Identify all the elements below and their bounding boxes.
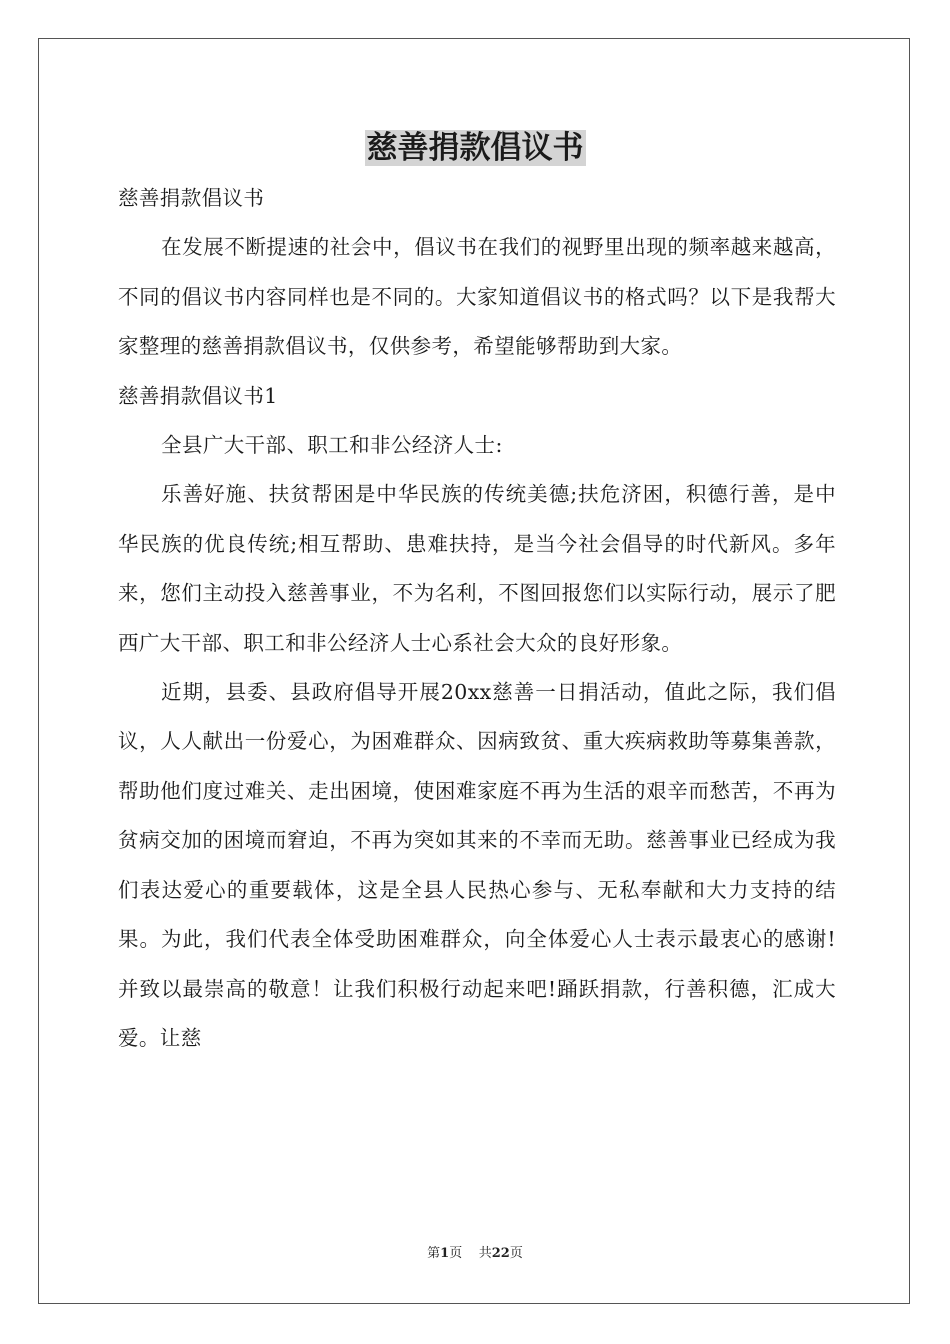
document-body — [118, 174, 836, 1063]
paragraph: 在发展不断提速的社会中，倡议书在我们的视野里出现的频率越来越高，不同的倡议书内容同样也是不同的。大家知道倡议书的格式吗？以下是我帮大家整理的慈善捐款倡议书，仅供参考，希望能够帮助到大家。 — [118, 235, 836, 359]
footer-page-prefix: 第 — [427, 1246, 441, 1261]
footer-total-unit: 页 — [509, 1246, 523, 1261]
footer-total-prefix: 共 — [478, 1246, 492, 1261]
document-title — [0, 128, 950, 168]
document-title-text: 慈善捐款倡议书 — [366, 130, 584, 166]
paragraph: 慈善捐款倡议书 — [118, 186, 265, 210]
footer-total-pages: 22 — [491, 1246, 510, 1261]
footer-page-unit: 页 — [449, 1246, 463, 1261]
footer-page-number: 1 — [440, 1246, 450, 1261]
paragraph: 近期，县委、县政府倡导开展20xx慈善一日捐活动，值此之际，我们倡议，人人献出一份爱心，为困难群众、因病致贫、重大疾病救助等募集善款，帮助他们度过难关、走出困境，使困难家庭不再为生活的艰辛而愁苦，不再为贫病交加的困境而窘迫，不再为突如其来的不幸而无助。慈善事业已经成为我们表达爱心的重要载体，这是全县人民热心参与、无私奉献和大力支持的结果。为此，我们代表全体受助困难群众，向全体爱心人士表示最衷心的感谢!并致以最崇高的敬意！让我们积极行动起来吧!踊跃捐款，行善积德，汇成大爱。让慈 — [118, 680, 836, 1050]
paragraph: 乐善好施、扶贫帮困是中华民族的传统美德;扶危济困，积德行善，是中华民族的优良传统;相互帮助、患难扶持，是当今社会倡导的时代新风。多年来，您们主动投入慈善事业，不为名利，不图回报您们以实际行动，展示了肥西广大干部、职工和非公经济人士心系社会大众的良好形象。 — [118, 482, 836, 655]
paragraph: 慈善捐款倡议书1 — [118, 383, 278, 408]
page-footer — [0, 1245, 950, 1263]
paragraph: 全县广大干部、职工和非公经济人士: — [161, 433, 503, 458]
